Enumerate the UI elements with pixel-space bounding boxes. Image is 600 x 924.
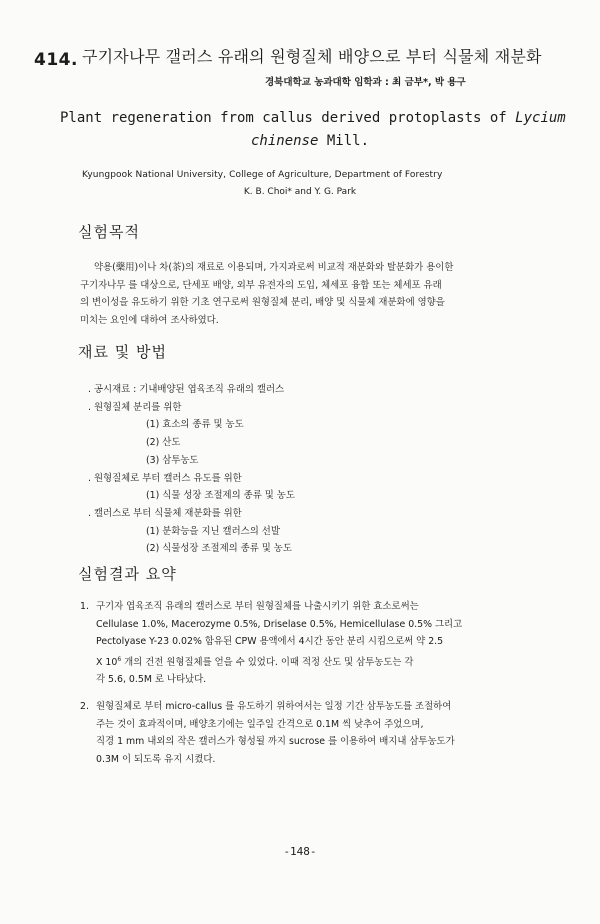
english-title	[60, 107, 566, 153]
results-heading: 실험결과 요약	[78, 565, 177, 583]
result-line: 주는 것이 효과적이며, 배양초기에는 일주일 간격으로 0.1M 씩 낮추어 주었으며,	[96, 718, 424, 730]
methods-item: . 캘러스로 부터 식물체 재분화를 위한	[88, 507, 242, 519]
result-number: 1.	[80, 601, 89, 612]
objective-heading: 실험목적	[78, 223, 140, 241]
english-title-genus: Lycium	[515, 110, 566, 126]
result-line: 원형질체로 부터 micro-callus 를 유도하기 위하여서는 일정 기간 삼투농도를 조절하여	[96, 701, 452, 712]
result-line: 개의 건전 원형질체를 얻을 수 있었다. 이때 적정 산도 및 삼투농도는 각	[121, 656, 414, 668]
result-line: 각 5.6, 0.5M 로 나타났다.	[96, 674, 207, 685]
title-row	[34, 44, 574, 74]
abstract-number: 414.	[34, 50, 78, 70]
korean-title: 구기자나무 갤러스 유래의 원형질체 배양으로 부터 식물체 재분화	[82, 47, 542, 66]
english-title-species: chinense	[250, 133, 319, 149]
result-item-1	[80, 598, 550, 689]
objective-line: 미치는 요인에 대하여 조사하였다.	[80, 314, 219, 326]
result-line: 구기자 엽육조직 유래의 캘러스로 부터 원형질체를 나출시키기 위한 효소로써는	[96, 601, 419, 612]
affiliation: Kyungpook National University, College of Agriculture, Department of Forestry	[82, 170, 443, 180]
page-number: -148-	[283, 845, 317, 858]
objective-line: 의 변이성을 유도하기 위한 기초 연구로써 원형질체 분리, 배양 및 식물체 재분화에 영향을	[80, 297, 445, 308]
result-exponent: 6	[117, 655, 122, 663]
result-item-2	[80, 698, 550, 768]
english-title-line2: Mill.	[318, 133, 369, 149]
result-line: 직경 1 mm 내외의 작은 캘러스가 형성될 까지 sucrose 를 이용하여 배지내 삼투농도가	[96, 736, 455, 747]
methods-item: . 원형질체로 부터 캘러스 유도를 위한	[88, 472, 242, 484]
methods-heading: 재료 및 방법	[78, 343, 167, 361]
result-line: 0.3M 이 되도록 유지 시켰다.	[96, 753, 216, 765]
result-line: Pectolyase Y-23 0.02% 함유된 CPW 용액에서 4시간 동안 분리 시킴으로써 약 2.5	[96, 636, 444, 647]
methods-item: . 원형질체 분리를 위한	[88, 401, 182, 413]
result-line: X 10	[96, 656, 118, 668]
methods-item: . 공시재료 : 기내배양된 엽육조직 유래의 캘러스	[88, 384, 285, 395]
objective-line: 구기자나무 를 대상으로, 단세포 배양, 외부 유전자의 도입, 체세포 융합 또는 체세포 유래	[80, 279, 442, 291]
methods-list	[88, 381, 295, 558]
result-number: 2.	[80, 701, 89, 712]
english-title-line1: Plant regeneration from callus derived protoplasts of	[60, 110, 516, 126]
methods-subitem: (2) 산도	[146, 437, 181, 449]
english-authors: K. B. Choi* and Y. G. Park	[243, 187, 357, 197]
korean-authors: 경북대학교 농과대학 임학과 : 최 금부*, 박 용구	[265, 77, 466, 88]
objective-line: 약용(藥用)이나 차(茶)의 재료로 이용되며, 가지과로써 비교적 재분화와 탈분화가 용이한	[94, 262, 454, 273]
methods-subitem: (1) 식물 성장 조절제의 종류 및 농도	[146, 490, 295, 502]
objective-paragraph	[80, 259, 546, 329]
methods-subitem: (2) 식물성장 조절제의 종류 및 농도	[146, 543, 292, 555]
result-line: Cellulase 1.0%, Macerozyme 0.5%, Driselase 0.5%, Hemicellulase 0.5% 그리고	[96, 618, 463, 630]
methods-subitem: (3) 삼투농도	[146, 454, 199, 466]
methods-subitem: (1) 분화능을 지닌 캘러스의 선발	[146, 525, 280, 537]
methods-subitem: (1) 효소의 종류 및 농도	[146, 419, 244, 431]
